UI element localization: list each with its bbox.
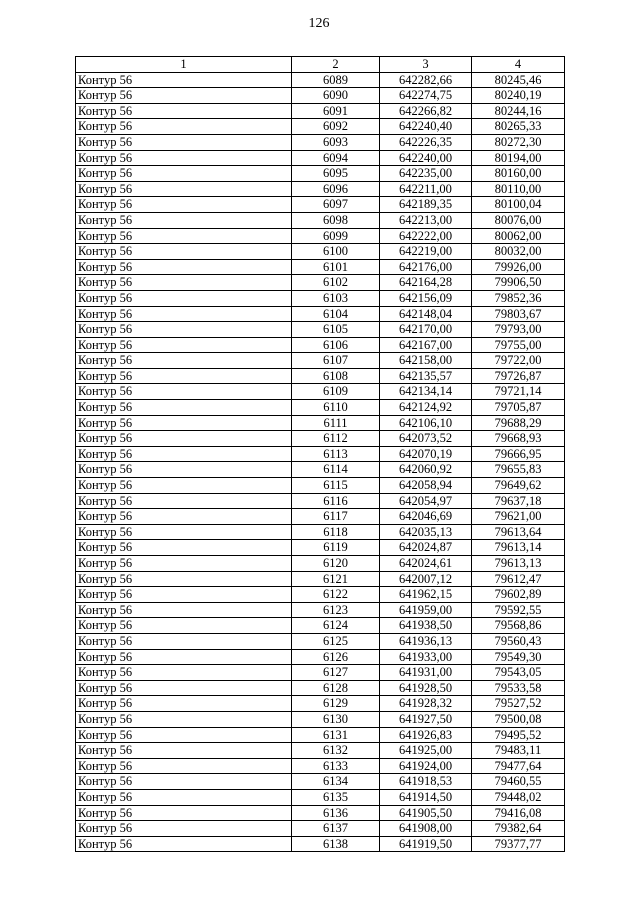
contour-name-cell: Контур 56	[76, 493, 292, 509]
point-number-cell: 6104	[292, 306, 380, 322]
table-row	[76, 618, 565, 634]
point-number-cell: 6134	[292, 774, 380, 790]
y-coordinate-cell: 79668,93	[472, 431, 565, 447]
column-header-4: 4	[472, 57, 565, 73]
y-coordinate-cell: 80110,00	[472, 181, 565, 197]
x-coordinate-cell: 642240,40	[380, 119, 472, 135]
y-coordinate-cell: 79621,00	[472, 509, 565, 525]
x-coordinate-cell: 642274,75	[380, 88, 472, 104]
point-number-cell: 6129	[292, 696, 380, 712]
table-row	[76, 493, 565, 509]
table-row	[76, 353, 565, 369]
y-coordinate-cell: 79613,14	[472, 540, 565, 556]
table-row	[76, 774, 565, 790]
point-number-cell: 6132	[292, 743, 380, 759]
y-coordinate-cell: 80265,33	[472, 119, 565, 135]
x-coordinate-cell: 642134,14	[380, 384, 472, 400]
contour-name-cell: Контур 56	[76, 711, 292, 727]
table-row	[76, 571, 565, 587]
contour-name-cell: Контур 56	[76, 774, 292, 790]
x-coordinate-cell: 641933,00	[380, 649, 472, 665]
contour-name-cell: Контур 56	[76, 384, 292, 400]
contour-name-cell: Контур 56	[76, 415, 292, 431]
x-coordinate-cell: 642222,00	[380, 228, 472, 244]
x-coordinate-cell: 641962,15	[380, 587, 472, 603]
contour-name-cell: Контур 56	[76, 821, 292, 837]
x-coordinate-cell: 642189,35	[380, 197, 472, 213]
point-number-cell: 6120	[292, 556, 380, 572]
contour-name-cell: Контур 56	[76, 72, 292, 88]
x-coordinate-cell: 641927,50	[380, 711, 472, 727]
y-coordinate-cell: 79602,89	[472, 587, 565, 603]
contour-name-cell: Контур 56	[76, 244, 292, 260]
contour-name-cell: Контур 56	[76, 431, 292, 447]
point-number-cell: 6108	[292, 368, 380, 384]
y-coordinate-cell: 80245,46	[472, 72, 565, 88]
table-row	[76, 680, 565, 696]
x-coordinate-cell: 641924,00	[380, 758, 472, 774]
x-coordinate-cell: 642148,04	[380, 306, 472, 322]
point-number-cell: 6133	[292, 758, 380, 774]
y-coordinate-cell: 79500,08	[472, 711, 565, 727]
contour-name-cell: Контур 56	[76, 166, 292, 182]
x-coordinate-cell: 641926,83	[380, 727, 472, 743]
x-coordinate-cell: 641959,00	[380, 602, 472, 618]
x-coordinate-cell: 642176,00	[380, 259, 472, 275]
table-row	[76, 88, 565, 104]
table-row	[76, 524, 565, 540]
point-number-cell: 6090	[292, 88, 380, 104]
table-header-row	[76, 57, 565, 73]
table-row	[76, 322, 565, 338]
x-coordinate-cell: 641908,00	[380, 821, 472, 837]
contour-name-cell: Контур 56	[76, 446, 292, 462]
table-row	[76, 431, 565, 447]
contour-name-cell: Контур 56	[76, 228, 292, 244]
y-coordinate-cell: 79852,36	[472, 290, 565, 306]
point-number-cell: 6099	[292, 228, 380, 244]
contour-name-cell: Контур 56	[76, 789, 292, 805]
table-row	[76, 743, 565, 759]
y-coordinate-cell: 79448,02	[472, 789, 565, 805]
y-coordinate-cell: 79533,58	[472, 680, 565, 696]
x-coordinate-cell: 642035,13	[380, 524, 472, 540]
point-number-cell: 6096	[292, 181, 380, 197]
table-row	[76, 306, 565, 322]
table-row	[76, 649, 565, 665]
point-number-cell: 6122	[292, 587, 380, 603]
contour-name-cell: Контур 56	[76, 400, 292, 416]
point-number-cell: 6103	[292, 290, 380, 306]
x-coordinate-cell: 642060,92	[380, 462, 472, 478]
table-row	[76, 789, 565, 805]
point-number-cell: 6130	[292, 711, 380, 727]
point-number-cell: 6117	[292, 509, 380, 525]
table-row	[76, 181, 565, 197]
x-coordinate-cell: 642213,00	[380, 212, 472, 228]
point-number-cell: 6102	[292, 275, 380, 291]
x-coordinate-cell: 642135,57	[380, 368, 472, 384]
y-coordinate-cell: 79377,77	[472, 836, 565, 852]
contour-name-cell: Контур 56	[76, 290, 292, 306]
point-number-cell: 6121	[292, 571, 380, 587]
table-row	[76, 166, 565, 182]
y-coordinate-cell: 80272,30	[472, 134, 565, 150]
point-number-cell: 6124	[292, 618, 380, 634]
contour-name-cell: Контур 56	[76, 462, 292, 478]
contour-name-cell: Контур 56	[76, 197, 292, 213]
table-row	[76, 821, 565, 837]
y-coordinate-cell: 79460,55	[472, 774, 565, 790]
y-coordinate-cell: 79527,52	[472, 696, 565, 712]
contour-name-cell: Контур 56	[76, 602, 292, 618]
y-coordinate-cell: 79726,87	[472, 368, 565, 384]
table-row	[76, 602, 565, 618]
y-coordinate-cell: 79793,00	[472, 322, 565, 338]
y-coordinate-cell: 79666,95	[472, 446, 565, 462]
y-coordinate-cell: 79637,18	[472, 493, 565, 509]
contour-name-cell: Контур 56	[76, 353, 292, 369]
table-row	[76, 119, 565, 135]
y-coordinate-cell: 79382,64	[472, 821, 565, 837]
y-coordinate-cell: 80244,16	[472, 103, 565, 119]
point-number-cell: 6138	[292, 836, 380, 852]
table-row	[76, 244, 565, 260]
contour-name-cell: Контур 56	[76, 368, 292, 384]
point-number-cell: 6118	[292, 524, 380, 540]
x-coordinate-cell: 641938,50	[380, 618, 472, 634]
column-header-3: 3	[380, 57, 472, 73]
contour-name-cell: Контур 56	[76, 103, 292, 119]
contour-name-cell: Контур 56	[76, 805, 292, 821]
contour-name-cell: Контур 56	[76, 836, 292, 852]
table-row	[76, 509, 565, 525]
table-row	[76, 805, 565, 821]
point-number-cell: 6089	[292, 72, 380, 88]
y-coordinate-cell: 79568,86	[472, 618, 565, 634]
contour-name-cell: Контур 56	[76, 540, 292, 556]
y-coordinate-cell: 80194,00	[472, 150, 565, 166]
table-row	[76, 384, 565, 400]
x-coordinate-cell: 641928,50	[380, 680, 472, 696]
table-row	[76, 415, 565, 431]
point-number-cell: 6092	[292, 119, 380, 135]
contour-name-cell: Контур 56	[76, 727, 292, 743]
contour-name-cell: Контур 56	[76, 618, 292, 634]
point-number-cell: 6125	[292, 633, 380, 649]
x-coordinate-cell: 642219,00	[380, 244, 472, 260]
y-coordinate-cell: 79705,87	[472, 400, 565, 416]
point-number-cell: 6126	[292, 649, 380, 665]
y-coordinate-cell: 79688,29	[472, 415, 565, 431]
x-coordinate-cell: 642240,00	[380, 150, 472, 166]
column-header-1: 1	[76, 57, 292, 73]
x-coordinate-cell: 642235,00	[380, 166, 472, 182]
table-row	[76, 633, 565, 649]
x-coordinate-cell: 642211,00	[380, 181, 472, 197]
contour-name-cell: Контур 56	[76, 88, 292, 104]
table-row	[76, 665, 565, 681]
point-number-cell: 6111	[292, 415, 380, 431]
table-row	[76, 478, 565, 494]
table-row	[76, 556, 565, 572]
contour-name-cell: Контур 56	[76, 259, 292, 275]
contour-name-cell: Контур 56	[76, 587, 292, 603]
point-number-cell: 6113	[292, 446, 380, 462]
point-number-cell: 6106	[292, 337, 380, 353]
point-number-cell: 6136	[292, 805, 380, 821]
table-row	[76, 540, 565, 556]
point-number-cell: 6119	[292, 540, 380, 556]
y-coordinate-cell: 79655,83	[472, 462, 565, 478]
table-row	[76, 72, 565, 88]
y-coordinate-cell: 79416,08	[472, 805, 565, 821]
point-number-cell: 6137	[292, 821, 380, 837]
point-number-cell: 6107	[292, 353, 380, 369]
table-row	[76, 259, 565, 275]
y-coordinate-cell: 79755,00	[472, 337, 565, 353]
x-coordinate-cell: 642124,92	[380, 400, 472, 416]
contour-name-cell: Контур 56	[76, 119, 292, 135]
x-coordinate-cell: 642024,61	[380, 556, 472, 572]
contour-name-cell: Контур 56	[76, 696, 292, 712]
contour-name-cell: Контур 56	[76, 275, 292, 291]
point-number-cell: 6095	[292, 166, 380, 182]
point-number-cell: 6116	[292, 493, 380, 509]
x-coordinate-cell: 642282,66	[380, 72, 472, 88]
x-coordinate-cell: 642156,09	[380, 290, 472, 306]
x-coordinate-cell: 642266,82	[380, 103, 472, 119]
y-coordinate-cell: 79549,30	[472, 649, 565, 665]
point-number-cell: 6110	[292, 400, 380, 416]
table-row	[76, 275, 565, 291]
point-number-cell: 6114	[292, 462, 380, 478]
y-coordinate-cell: 79592,55	[472, 602, 565, 618]
table-row	[76, 150, 565, 166]
x-coordinate-cell: 642073,52	[380, 431, 472, 447]
contour-name-cell: Контур 56	[76, 743, 292, 759]
point-number-cell: 6109	[292, 384, 380, 400]
contour-name-cell: Контур 56	[76, 212, 292, 228]
y-coordinate-cell: 79613,64	[472, 524, 565, 540]
table-row	[76, 400, 565, 416]
y-coordinate-cell: 80032,00	[472, 244, 565, 260]
x-coordinate-cell: 642054,97	[380, 493, 472, 509]
table-row	[76, 462, 565, 478]
x-coordinate-cell: 642046,69	[380, 509, 472, 525]
x-coordinate-cell: 642070,19	[380, 446, 472, 462]
x-coordinate-cell: 641919,50	[380, 836, 472, 852]
y-coordinate-cell: 79495,52	[472, 727, 565, 743]
contour-name-cell: Контур 56	[76, 134, 292, 150]
contour-name-cell: Контур 56	[76, 524, 292, 540]
y-coordinate-cell: 79906,50	[472, 275, 565, 291]
page-number: 126	[308, 16, 330, 31]
x-coordinate-cell: 641905,50	[380, 805, 472, 821]
point-number-cell: 6094	[292, 150, 380, 166]
contour-name-cell: Контур 56	[76, 633, 292, 649]
x-coordinate-cell: 641925,00	[380, 743, 472, 759]
x-coordinate-cell: 642164,28	[380, 275, 472, 291]
x-coordinate-cell: 642158,00	[380, 353, 472, 369]
y-coordinate-cell: 79926,00	[472, 259, 565, 275]
x-coordinate-cell: 642226,35	[380, 134, 472, 150]
contour-name-cell: Контур 56	[76, 150, 292, 166]
x-coordinate-cell: 642024,87	[380, 540, 472, 556]
table-row	[76, 290, 565, 306]
point-number-cell: 6123	[292, 602, 380, 618]
x-coordinate-cell: 642170,00	[380, 322, 472, 338]
coordinates-table	[75, 56, 565, 852]
x-coordinate-cell: 642058,94	[380, 478, 472, 494]
contour-name-cell: Контур 56	[76, 649, 292, 665]
x-coordinate-cell: 641928,32	[380, 696, 472, 712]
point-number-cell: 6112	[292, 431, 380, 447]
x-coordinate-cell: 641918,53	[380, 774, 472, 790]
y-coordinate-cell: 79613,13	[472, 556, 565, 572]
column-header-2: 2	[292, 57, 380, 73]
x-coordinate-cell: 641914,50	[380, 789, 472, 805]
y-coordinate-cell: 79803,67	[472, 306, 565, 322]
y-coordinate-cell: 80100,04	[472, 197, 565, 213]
table-row	[76, 134, 565, 150]
y-coordinate-cell: 79543,05	[472, 665, 565, 681]
y-coordinate-cell: 80062,00	[472, 228, 565, 244]
point-number-cell: 6115	[292, 478, 380, 494]
x-coordinate-cell: 641931,00	[380, 665, 472, 681]
table-row	[76, 212, 565, 228]
point-number-cell: 6131	[292, 727, 380, 743]
y-coordinate-cell: 80240,19	[472, 88, 565, 104]
point-number-cell: 6127	[292, 665, 380, 681]
y-coordinate-cell: 80160,00	[472, 166, 565, 182]
y-coordinate-cell: 79722,00	[472, 353, 565, 369]
table-row	[76, 587, 565, 603]
contour-name-cell: Контур 56	[76, 556, 292, 572]
contour-name-cell: Контур 56	[76, 478, 292, 494]
table-row	[76, 103, 565, 119]
contour-name-cell: Контур 56	[76, 306, 292, 322]
table-row	[76, 758, 565, 774]
x-coordinate-cell: 642007,12	[380, 571, 472, 587]
y-coordinate-cell: 79477,64	[472, 758, 565, 774]
x-coordinate-cell: 642106,10	[380, 415, 472, 431]
y-coordinate-cell: 79560,43	[472, 633, 565, 649]
contour-name-cell: Контур 56	[76, 181, 292, 197]
table-row	[76, 446, 565, 462]
contour-name-cell: Контур 56	[76, 665, 292, 681]
table-row	[76, 368, 565, 384]
point-number-cell: 6128	[292, 680, 380, 696]
table-row	[76, 711, 565, 727]
table-row	[76, 228, 565, 244]
contour-name-cell: Контур 56	[76, 680, 292, 696]
table-row	[76, 337, 565, 353]
point-number-cell: 6105	[292, 322, 380, 338]
contour-name-cell: Контур 56	[76, 758, 292, 774]
table-body	[76, 72, 565, 852]
y-coordinate-cell: 79649,62	[472, 478, 565, 494]
contour-name-cell: Контур 56	[76, 509, 292, 525]
table-row	[76, 836, 565, 852]
point-number-cell: 6101	[292, 259, 380, 275]
point-number-cell: 6135	[292, 789, 380, 805]
contour-name-cell: Контур 56	[76, 322, 292, 338]
contour-name-cell: Контур 56	[76, 571, 292, 587]
table-row	[76, 696, 565, 712]
y-coordinate-cell: 80076,00	[472, 212, 565, 228]
point-number-cell: 6093	[292, 134, 380, 150]
table-row	[76, 197, 565, 213]
x-coordinate-cell: 642167,00	[380, 337, 472, 353]
y-coordinate-cell: 79612,47	[472, 571, 565, 587]
point-number-cell: 6100	[292, 244, 380, 260]
point-number-cell: 6097	[292, 197, 380, 213]
y-coordinate-cell: 79483,11	[472, 743, 565, 759]
point-number-cell: 6098	[292, 212, 380, 228]
point-number-cell: 6091	[292, 103, 380, 119]
contour-name-cell: Контур 56	[76, 337, 292, 353]
table-row	[76, 727, 565, 743]
x-coordinate-cell: 641936,13	[380, 633, 472, 649]
y-coordinate-cell: 79721,14	[472, 384, 565, 400]
